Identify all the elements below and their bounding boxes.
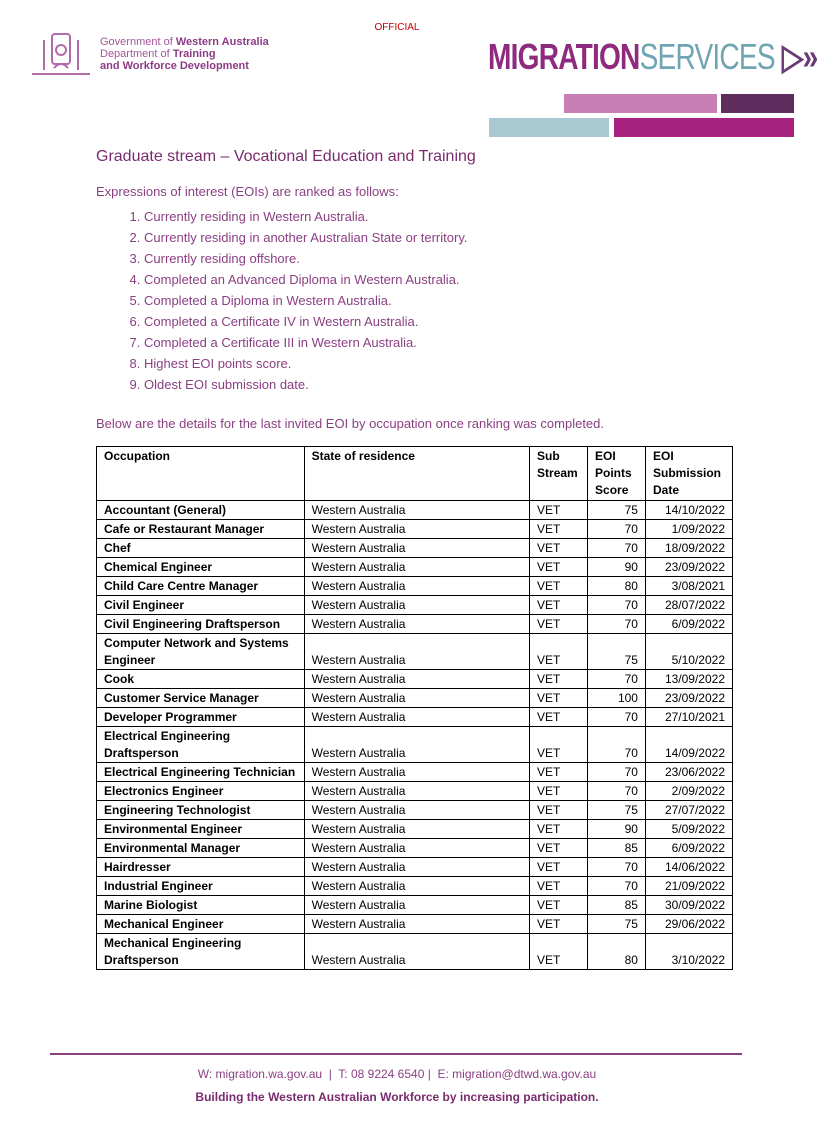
date-cell: 13/09/2022: [645, 670, 732, 689]
table-row: [97, 501, 733, 520]
state-cell: Western Australia: [304, 839, 529, 858]
table-row: [97, 539, 733, 558]
date-cell: 23/09/2022: [645, 558, 732, 577]
decor-bar-pink: [564, 94, 717, 113]
state-cell: Western Australia: [304, 858, 529, 877]
state-cell: Western Australia: [304, 670, 529, 689]
gov-name-bold: Western Australia: [175, 36, 269, 48]
table-row: [97, 596, 733, 615]
state-cell: Western Australia: [304, 877, 529, 896]
ranking-item: 3. Currently residing offshore.: [144, 248, 467, 269]
date-cell: 3/08/2021: [645, 577, 732, 596]
state-cell: Western Australia: [304, 896, 529, 915]
state-cell: Western Australia: [304, 558, 529, 577]
occupation-cell: Electrical Engineering Draftsperson: [97, 727, 305, 763]
eoi-table: [96, 446, 733, 970]
points-cell: 90: [588, 820, 646, 839]
state-cell: Western Australia: [304, 596, 529, 615]
table-row: [97, 763, 733, 782]
substream-cell: VET: [530, 858, 588, 877]
occupation-cell: Industrial Engineer: [97, 877, 305, 896]
state-cell: Western Australia: [304, 539, 529, 558]
points-cell: 70: [588, 877, 646, 896]
date-cell: 14/10/2022: [645, 501, 732, 520]
date-cell: 30/09/2022: [645, 896, 732, 915]
points-cell: 70: [588, 727, 646, 763]
table-row: [97, 708, 733, 727]
column-header: Occupation: [97, 447, 305, 501]
points-cell: 75: [588, 801, 646, 820]
occupation-cell: Electronics Engineer: [97, 782, 305, 801]
occupation-cell: Environmental Engineer: [97, 820, 305, 839]
column-header: EOI Points Score: [588, 447, 646, 501]
state-cell: Western Australia: [304, 501, 529, 520]
state-cell: Western Australia: [304, 634, 529, 670]
points-cell: 70: [588, 708, 646, 727]
table-row: [97, 839, 733, 858]
table-row: [97, 915, 733, 934]
occupation-cell: Customer Service Manager: [97, 689, 305, 708]
date-cell: 14/09/2022: [645, 727, 732, 763]
points-cell: 70: [588, 858, 646, 877]
state-cell: Western Australia: [304, 801, 529, 820]
occupation-cell: Cafe or Restaurant Manager: [97, 520, 305, 539]
occupation-cell: Chemical Engineer: [97, 558, 305, 577]
points-cell: 70: [588, 763, 646, 782]
substream-cell: VET: [530, 877, 588, 896]
points-cell: 100: [588, 689, 646, 708]
occupation-cell: Engineering Technologist: [97, 801, 305, 820]
substream-cell: VET: [530, 708, 588, 727]
state-cell: Western Australia: [304, 577, 529, 596]
brand-part2: SERVICES: [639, 36, 775, 77]
substream-cell: VET: [530, 896, 588, 915]
table-row: [97, 689, 733, 708]
occupation-cell: Mechanical Engineering Draftsperson: [97, 934, 305, 970]
state-cell: Western Australia: [304, 615, 529, 634]
occupation-cell: Child Care Centre Manager: [97, 577, 305, 596]
table-row: [97, 558, 733, 577]
date-cell: 23/06/2022: [645, 763, 732, 782]
occupation-cell: Computer Network and Systems Engineer: [97, 634, 305, 670]
gov-name-text: Government of: [100, 36, 176, 48]
dept-line3: and Workforce Development: [100, 60, 249, 72]
date-cell: 27/10/2021: [645, 708, 732, 727]
points-cell: 75: [588, 915, 646, 934]
state-cell: Western Australia: [304, 689, 529, 708]
substream-cell: VET: [530, 539, 588, 558]
table-row: [97, 670, 733, 689]
date-cell: 5/09/2022: [645, 820, 732, 839]
state-cell: Western Australia: [304, 915, 529, 934]
column-header: State of residence: [304, 447, 529, 501]
ranking-item: 9. Oldest EOI submission date.: [144, 374, 467, 395]
substream-cell: VET: [530, 727, 588, 763]
points-cell: 70: [588, 782, 646, 801]
points-cell: 75: [588, 501, 646, 520]
points-cell: 85: [588, 839, 646, 858]
substream-cell: VET: [530, 558, 588, 577]
table-row: [97, 520, 733, 539]
ranking-item: 6. Completed a Certificate IV in Western Australia.: [144, 311, 467, 332]
table-row: [97, 877, 733, 896]
points-cell: 85: [588, 896, 646, 915]
page-title: Graduate stream – Vocational Education and Training: [96, 148, 476, 165]
chevrons-icon: ▷»: [774, 36, 818, 77]
state-cell: Western Australia: [304, 763, 529, 782]
intro-text: Expressions of interest (EOIs) are ranked as follows:: [96, 184, 399, 199]
dept-text: Department of: [100, 48, 173, 60]
state-cell: Western Australia: [304, 727, 529, 763]
date-cell: 1/09/2022: [645, 520, 732, 539]
substream-cell: VET: [530, 615, 588, 634]
substream-cell: VET: [530, 763, 588, 782]
decor-bar-dark: [721, 94, 794, 113]
state-cell: Western Australia: [304, 782, 529, 801]
occupation-cell: Accountant (General): [97, 501, 305, 520]
points-cell: 90: [588, 558, 646, 577]
substream-cell: VET: [530, 501, 588, 520]
occupation-cell: Developer Programmer: [97, 708, 305, 727]
substream-cell: VET: [530, 934, 588, 970]
date-cell: 29/06/2022: [645, 915, 732, 934]
state-cell: Western Australia: [304, 520, 529, 539]
substream-cell: VET: [530, 820, 588, 839]
occupation-cell: Chef: [97, 539, 305, 558]
substream-cell: VET: [530, 782, 588, 801]
occupation-cell: Cook: [97, 670, 305, 689]
occupation-cell: Electrical Engineering Technician: [97, 763, 305, 782]
points-cell: 70: [588, 615, 646, 634]
table-row: [97, 820, 733, 839]
table-row: [97, 615, 733, 634]
ranking-list: [96, 206, 467, 395]
brand-part1: MIGRATION: [488, 36, 640, 77]
table-row: [97, 577, 733, 596]
points-cell: 70: [588, 596, 646, 615]
occupation-cell: Hairdresser: [97, 858, 305, 877]
footer-contact: W: migration.wa.gov.au | T: 08 9224 6540 | E: migration@dtwd.wa.gov.au: [197, 1067, 597, 1081]
classification-label: OFFICIAL: [374, 22, 420, 33]
decor-bar-blue: [489, 118, 609, 137]
points-cell: 70: [588, 539, 646, 558]
points-cell: 80: [588, 577, 646, 596]
government-logo: [30, 30, 269, 78]
occupation-cell: Mechanical Engineer: [97, 915, 305, 934]
date-cell: 18/09/2022: [645, 539, 732, 558]
substream-cell: VET: [530, 915, 588, 934]
table-header-row: [97, 447, 733, 501]
substream-cell: VET: [530, 670, 588, 689]
decor-bar-magenta: [614, 118, 794, 137]
footer-divider: [50, 1053, 742, 1055]
table-row: [97, 858, 733, 877]
dept-bold: Training: [172, 48, 216, 60]
column-header: EOI Submission Date: [645, 447, 732, 501]
table-row: [97, 801, 733, 820]
substream-cell: VET: [530, 839, 588, 858]
points-cell: 75: [588, 634, 646, 670]
substream-cell: VET: [530, 689, 588, 708]
ranking-item: 4. Completed an Advanced Diploma in Western Australia.: [144, 269, 467, 290]
table-row: [97, 782, 733, 801]
table-row: [97, 634, 733, 670]
state-cell: Western Australia: [304, 708, 529, 727]
date-cell: 6/09/2022: [645, 615, 732, 634]
table-row: [97, 896, 733, 915]
date-cell: 3/10/2022: [645, 934, 732, 970]
date-cell: 27/07/2022: [645, 801, 732, 820]
date-cell: 2/09/2022: [645, 782, 732, 801]
points-cell: 80: [588, 934, 646, 970]
occupation-cell: Civil Engineering Draftsperson: [97, 615, 305, 634]
date-cell: 28/07/2022: [645, 596, 732, 615]
points-cell: 70: [588, 520, 646, 539]
migration-services-logo: [488, 36, 818, 78]
substream-cell: VET: [530, 634, 588, 670]
table-intro-text: Below are the details for the last invited EOI by occupation once ranking was completed.: [96, 416, 605, 431]
state-cell: Western Australia: [304, 934, 529, 970]
coat-of-arms-icon: [30, 30, 92, 78]
date-cell: 21/09/2022: [645, 877, 732, 896]
substream-cell: VET: [530, 577, 588, 596]
date-cell: 14/06/2022: [645, 858, 732, 877]
footer-tagline: Building the Western Australian Workforce by increasing participation.: [195, 1090, 599, 1104]
ranking-item: 2. Currently residing in another Australian State or territory.: [144, 227, 467, 248]
substream-cell: VET: [530, 801, 588, 820]
occupation-cell: Marine Biologist: [97, 896, 305, 915]
table-row: [97, 727, 733, 763]
points-cell: 70: [588, 670, 646, 689]
ranking-item: 7. Completed a Certificate III in Western Australia.: [144, 332, 467, 353]
table-row: [97, 934, 733, 970]
date-cell: 6/09/2022: [645, 839, 732, 858]
state-cell: Western Australia: [304, 820, 529, 839]
ranking-item: 8. Highest EOI points score.: [144, 353, 467, 374]
substream-cell: VET: [530, 596, 588, 615]
column-header: Sub Stream: [530, 447, 588, 501]
occupation-cell: Civil Engineer: [97, 596, 305, 615]
date-cell: 23/09/2022: [645, 689, 732, 708]
date-cell: 5/10/2022: [645, 634, 732, 670]
ranking-item: 1. Currently residing in Western Australia.: [144, 206, 467, 227]
occupation-cell: Environmental Manager: [97, 839, 305, 858]
substream-cell: VET: [530, 520, 588, 539]
ranking-item: 5. Completed a Diploma in Western Australia.: [144, 290, 467, 311]
